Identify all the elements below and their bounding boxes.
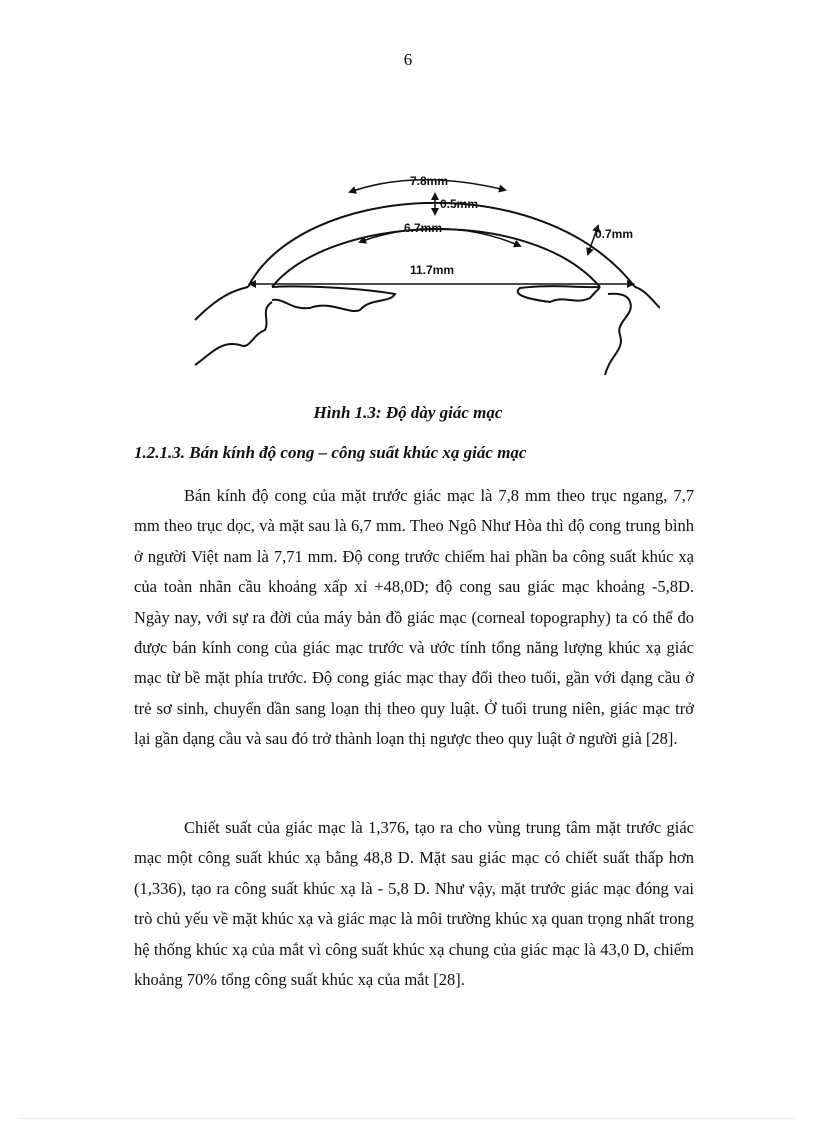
right-iris: [518, 286, 600, 302]
label-center-thickness: 0.5mm: [440, 197, 479, 211]
label-inner-arc: 6.7mm: [404, 221, 443, 235]
page-number: 6: [403, 50, 413, 69]
inner-cornea-surface: [272, 229, 600, 287]
right-sclera: [635, 287, 660, 308]
label-diameter: 11.7mm: [410, 263, 455, 277]
cornea-diagram: [190, 170, 660, 380]
right-ciliary: [605, 294, 631, 375]
page-bottom-rule: [20, 1118, 796, 1119]
paragraph-1: Bán kính độ cong của mặt trước giác mạc là 7,8 mm theo trục ngang, 7,7 mm theo trục dọc, và mặt sau là 6,7 mm. Theo Ngô Như Hòa thì độ cong trung bình ở người Việt nam là 7,71 mm. Độ cong trước chiếm hai phần ba công suất khúc xạ của toàn nhãn cầu khoảng xấp xỉ +48,0D; độ cong sau giác mạc khoảng -5,8D. Ngày nay, với sự ra đời của máy bản đồ giác mạc (corneal topography) ta có thể đo được bán kính cong của giác mạc trước và ước tính tổng năng lượng khúc xạ giác mạc từ bề mặt phía trước. Độ cong giác mạc thay đổi theo tuổi, gần với dạng cầu ở trẻ sơ sinh, chuyển dần sang loạn thị theo quy luật. Ở tuổi trung niên, giác mạc trở lại gần dạng cầu và sau đó trở thành loạn thị ngược theo quy luật ở người già [28].: [134, 486, 694, 749]
label-peripheral-thickness: 0.7mm: [595, 227, 634, 241]
left-sclera: [195, 287, 248, 320]
left-ciliary: [195, 302, 272, 365]
figure-caption: Hình 1.3: Độ dày giác mạc: [313, 403, 503, 422]
left-iris: [272, 286, 395, 311]
cornea-thickness-figure: [190, 170, 660, 380]
label-outer-arc: 7.8mm: [410, 174, 449, 188]
paragraph-2: Chiết suất của giác mạc là 1,376, tạo ra cho vùng trung tâm mặt trước giác mạc một công suất khúc xạ bằng 48,8 D. Mặt sau giác mạc có chiết suất thấp hơn (1,336), tạo ra công suất khúc xạ là - 5,8 D. Như vậy, mặt trước giác mạc đóng vai trò chủ yếu về mặt khúc xạ và giác mạc là môi trường khúc xạ quan trọng nhất trong hệ thống khúc xạ của mắt vì công suất khúc xạ chung của giác mạc là 43,0 D, chiếm khoảng 70% tổng công suất khúc xạ của mắt [28].: [134, 818, 694, 990]
section-heading: 1.2.1.3. Bán kính độ cong – công suất khúc xạ giác mạc: [134, 443, 527, 462]
